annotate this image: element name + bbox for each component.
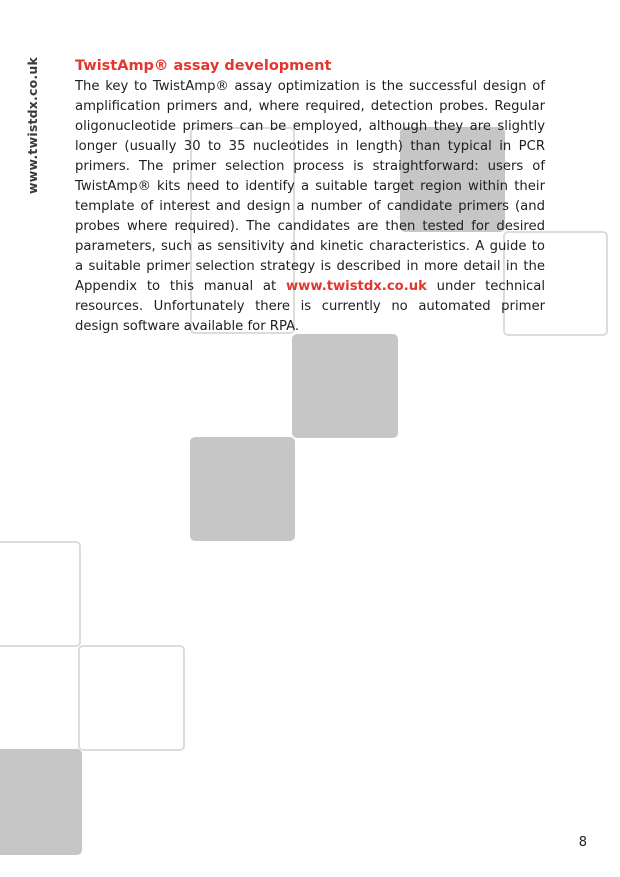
decorative-tile	[78, 645, 185, 751]
section-body	[75, 77, 545, 337]
main-content	[75, 55, 545, 337]
decorative-tile	[0, 749, 82, 855]
decorative-tile	[190, 437, 295, 541]
decorative-tile	[292, 334, 398, 438]
body-text-part2: under technical resources. Unfortunately there is currently no automated primer design software available for RPA.	[75, 279, 545, 334]
decorative-tile	[0, 541, 81, 647]
body-text-part1: The key to TwistAmp® assay optimization is the successful design of amplification primers and, where required, detection probes. Regular oligonucleotide primers can be employed, although they are slightly longer (usually 30 to 35 nucleotides in length) than typical in PCR primers. The primer selection process is straightforward: users of TwistAmp® kits need to identify a suitable target region within their template of interest and design a number of candidate primers (and probes where required). The candidates are then tested for desired parameters, such as sensitivity and kinetic characteristics. A guide to a suitable primer selection strategy is described in more detail in the Appendix to this manual at	[75, 79, 545, 294]
website-url-vertical	[24, 56, 40, 194]
page-number: 8	[578, 835, 587, 850]
website-url-text: www.twistdx.co.uk	[24, 56, 40, 194]
section-heading: TwistAmp® assay development	[75, 58, 332, 74]
website-link[interactable]: www.twistdx.co.uk	[285, 279, 427, 294]
